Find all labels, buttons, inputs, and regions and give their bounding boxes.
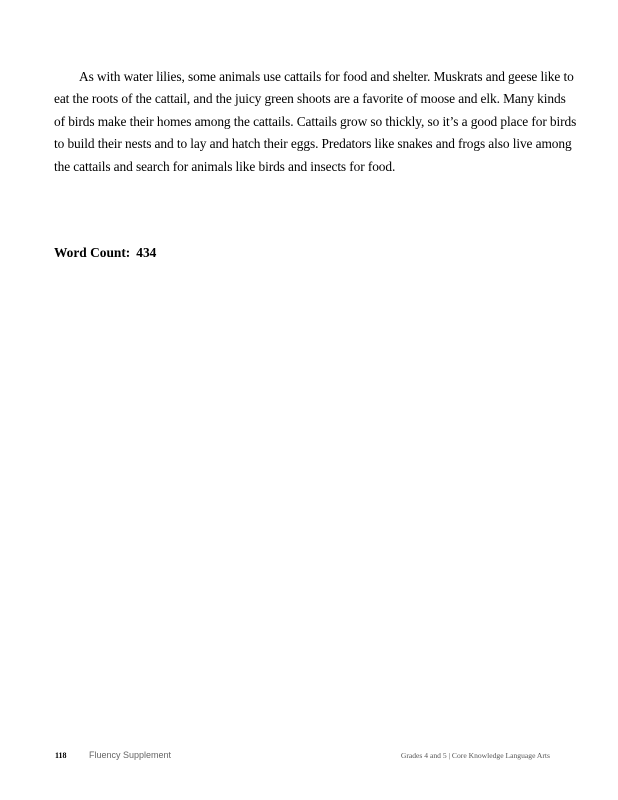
body-paragraph: As with water lilies, some animals use cattails for food and shelter. Muskrats and geese like to eat the roots of the cattail, and the juicy green shoots are a favorite of moose and elk. Many kinds of birds make their homes among the cattails. Cattails grow so thickly, so it’s a good place for birds to build their nests and to lay and hatch their eggs. Predators like snakes and frogs also live among the cattails and search for animals like birds and insects for food. bbox=[54, 69, 577, 174]
page-footer bbox=[0, 751, 618, 765]
word-count-value: 434 bbox=[136, 245, 157, 260]
book-title: Grades 4 and 5 | Core Knowledge Language Arts bbox=[400, 751, 550, 760]
page-number: 118 bbox=[55, 751, 67, 760]
word-count bbox=[54, 245, 156, 261]
word-count-label: Word Count: bbox=[54, 245, 131, 260]
section-name: Fluency Supplement bbox=[89, 750, 172, 760]
